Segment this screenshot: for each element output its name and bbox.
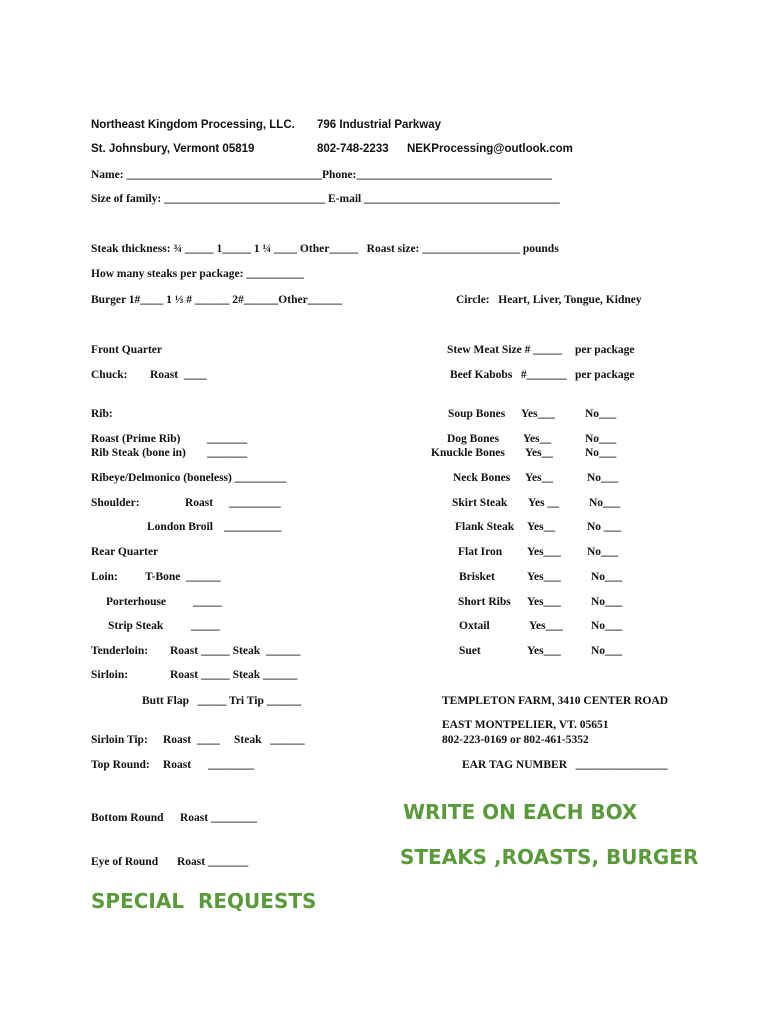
london-broil-field[interactable]: __________	[224, 521, 282, 533]
brisket-label: Brisket	[459, 571, 495, 583]
sirloin-label: Sirloin:	[91, 669, 129, 681]
suet-label: Suet	[459, 645, 481, 657]
flank-steak-label: Flank Steak	[455, 521, 515, 533]
chuck-roast-field[interactable]: Roast ____	[150, 369, 207, 381]
london-broil-label: London Broil	[147, 521, 213, 533]
knuckle-bones-no[interactable]: No___	[585, 447, 617, 459]
flat-iron-no[interactable]: No___	[587, 546, 619, 558]
write-on-box-notice: WRITE ON EACH BOX	[403, 800, 638, 824]
oxtail-yes[interactable]: Yes___	[529, 620, 563, 632]
organ-circle-field[interactable]: Circle: Heart, Liver, Tongue, Kidney	[456, 294, 642, 306]
sirloin-tip-steak-field[interactable]: Steak ______	[234, 734, 305, 746]
company-email: NEKProcessing@outlook.com	[407, 143, 573, 155]
prime-rib-field[interactable]: _______	[207, 433, 248, 445]
beef-kabobs-field[interactable]: Beef Kabobs #_______	[450, 369, 567, 381]
brisket-yes[interactable]: Yes___	[527, 571, 561, 583]
farm-phone-line: 802-223-0169 or 802-461-5352	[442, 734, 589, 746]
soup-bones-yes[interactable]: Yes___	[521, 408, 555, 420]
eye-of-round-field[interactable]: Roast _______	[177, 856, 249, 868]
top-round-field[interactable]: ________	[208, 759, 254, 771]
ribeye-field[interactable]: Ribeye/Delmonico (boneless) _________	[91, 472, 287, 484]
top-round-roast-label: Roast	[163, 759, 192, 771]
bottom-round-label: Bottom Round	[91, 812, 164, 824]
soup-bones-no[interactable]: No___	[585, 408, 617, 420]
kabobs-per-package-label: per package	[575, 369, 635, 381]
special-requests-heading: SPECIAL REQUESTS	[91, 889, 317, 913]
skirt-steak-label: Skirt Steak	[452, 497, 508, 509]
rear-quarter-heading: Rear Quarter	[91, 546, 159, 558]
sirloin-tip-roast-field[interactable]: Roast ____	[163, 734, 220, 746]
short-ribs-no[interactable]: No___	[591, 596, 623, 608]
porterhouse-field[interactable]: _____	[193, 596, 222, 608]
tbone-field[interactable]: T-Bone ______	[145, 571, 221, 583]
brisket-no[interactable]: No___	[591, 571, 623, 583]
steaks-roasts-notice: STEAKS ,ROASTS, BURGER	[400, 845, 699, 869]
stew-meat-field[interactable]: Stew Meat Size # _____	[447, 344, 562, 356]
porterhouse-label: Porterhouse	[106, 596, 167, 608]
skirt-steak-yes[interactable]: Yes __	[528, 497, 559, 509]
soup-bones-label: Soup Bones	[448, 408, 506, 420]
knuckle-bones-yes[interactable]: Yes__	[525, 447, 554, 459]
flank-steak-no[interactable]: No ___	[587, 521, 622, 533]
company-phone: 802-748-2233	[317, 143, 389, 155]
company-city: St. Johnsbury, Vermont 05819	[91, 143, 255, 155]
skirt-steak-no[interactable]: No___	[589, 497, 621, 509]
ear-tag-field[interactable]: EAR TAG NUMBER ________________	[462, 759, 668, 771]
strip-steak-label: Strip Steak	[108, 620, 164, 632]
oxtail-no[interactable]: No___	[591, 620, 623, 632]
rib-steak-field[interactable]: _______	[207, 447, 248, 459]
short-ribs-label: Short Ribs	[458, 596, 511, 608]
flat-iron-label: Flat Iron	[458, 546, 503, 558]
oxtail-label: Oxtail	[459, 620, 490, 632]
family-email-field[interactable]: Size of family: ____________________________ E-mail __________________________________	[91, 193, 560, 205]
dog-bones-no[interactable]: No___	[585, 433, 617, 445]
short-ribs-yes[interactable]: Yes___	[527, 596, 561, 608]
prime-rib-label: Roast (Prime Rib)	[91, 433, 181, 445]
shoulder-roast-field[interactable]: _________	[229, 497, 281, 509]
dog-bones-yes[interactable]: Yes__	[523, 433, 552, 445]
neck-bones-yes[interactable]: Yes__	[525, 472, 554, 484]
steak-thickness-field[interactable]: Steak thickness: ¾ _____ 1_____ 1 ¼ ____ Other_____ Roast size: _________________ pounds	[91, 243, 559, 255]
suet-no[interactable]: No___	[591, 645, 623, 657]
name-phone-field[interactable]: Name: __________________________________Phone:__________________________________	[91, 169, 552, 181]
farm-name-line: TEMPLETON FARM, 3410 CENTER ROAD	[442, 695, 669, 707]
neck-bones-no[interactable]: No___	[587, 472, 619, 484]
burger-field[interactable]: Burger 1#____ 1 ⅓ # ______ 2#______Other______	[91, 294, 343, 306]
strip-steak-field[interactable]: _____	[191, 620, 220, 632]
knuckle-bones-label: Knuckle Bones	[431, 447, 505, 459]
sirloin-tip-label: Sirloin Tip:	[91, 734, 148, 746]
sirloin-field[interactable]: Roast _____ Steak ______	[170, 669, 298, 681]
suet-yes[interactable]: Yes___	[527, 645, 561, 657]
tenderloin-label: Tenderloin:	[91, 645, 149, 657]
shoulder-roast-label: Roast	[185, 497, 214, 509]
company-street: 796 Industrial Parkway	[317, 119, 442, 131]
farm-city-line: EAST MONTPELIER, VT. 05651	[442, 719, 609, 731]
dog-bones-label: Dog Bones	[447, 433, 500, 445]
loin-label: Loin:	[91, 571, 118, 583]
stew-per-package-label: per package	[575, 344, 635, 356]
neck-bones-label: Neck Bones	[453, 472, 511, 484]
shoulder-label: Shoulder:	[91, 497, 140, 509]
front-quarter-heading: Front Quarter	[91, 344, 163, 356]
chuck-label: Chuck:	[91, 369, 128, 381]
steaks-per-package-field[interactable]: How many steaks per package: __________	[91, 268, 304, 280]
tenderloin-field[interactable]: Roast _____ Steak ______	[170, 645, 301, 657]
top-round-label: Top Round:	[91, 759, 150, 771]
company-name: Northeast Kingdom Processing, LLC.	[91, 119, 295, 131]
butt-flap-field[interactable]: Butt Flap _____ Tri Tip ______	[142, 695, 302, 707]
bottom-round-field[interactable]: Roast ________	[180, 812, 257, 824]
rib-steak-label: Rib Steak (bone in)	[91, 447, 186, 459]
flat-iron-yes[interactable]: Yes___	[527, 546, 561, 558]
eye-of-round-label: Eye of Round	[91, 856, 159, 868]
flank-steak-yes[interactable]: Yes__	[527, 521, 556, 533]
rib-label: Rib:	[91, 408, 113, 420]
